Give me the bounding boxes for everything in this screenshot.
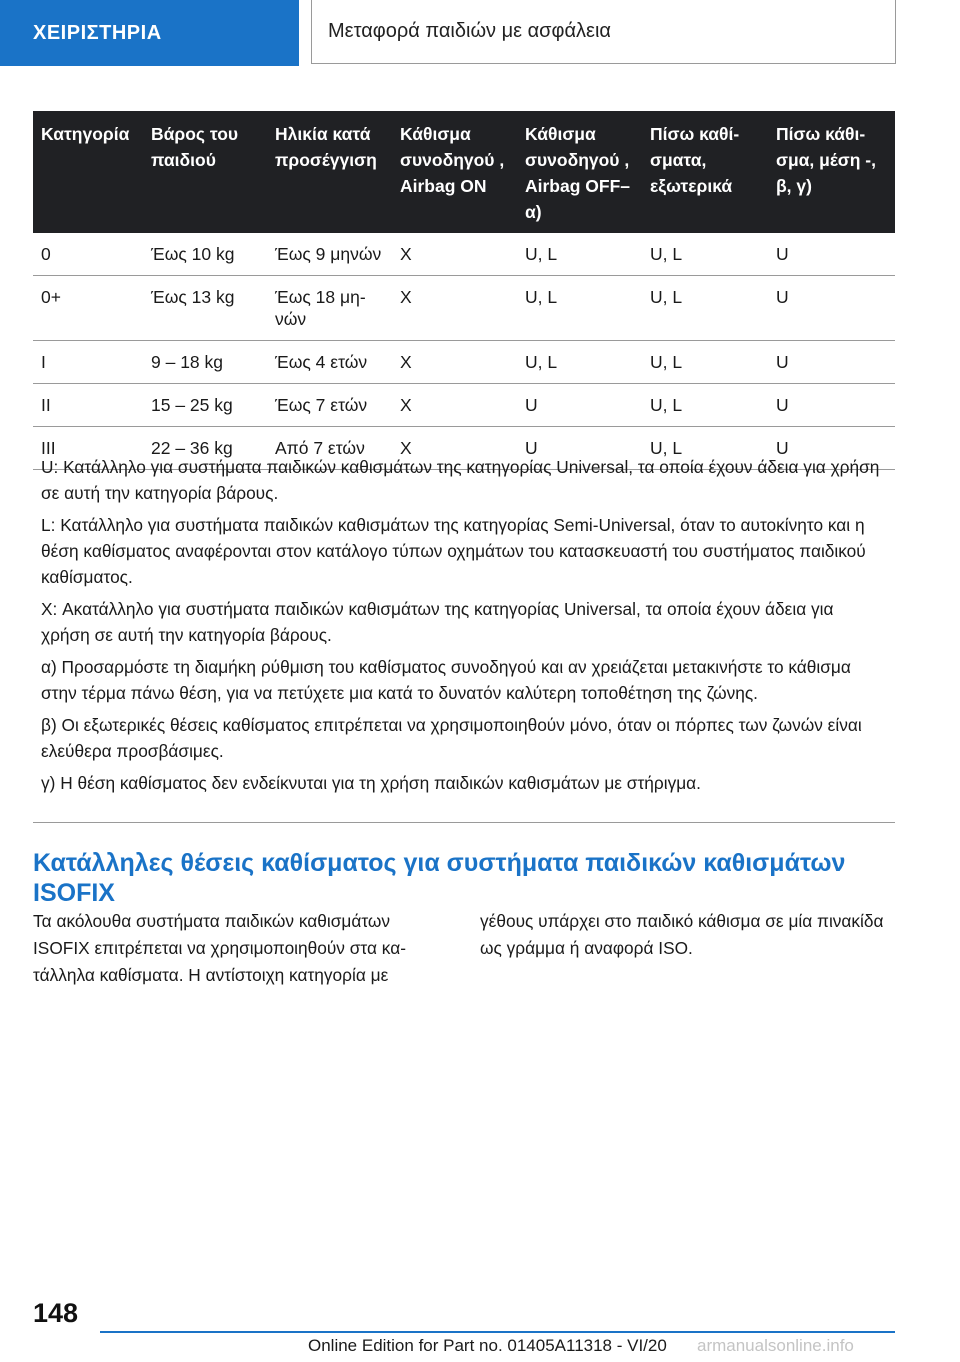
- table-cell: U: [517, 427, 642, 470]
- table-cell: Έως 13 kg: [143, 276, 267, 341]
- table-header-row: [33, 111, 895, 233]
- table-cell: I: [33, 341, 143, 384]
- edition-note: Online Edition for Part no. 01405A11318 - VI/20: [308, 1336, 667, 1355]
- section-heading: Κατάλληλες θέσεις καθίσματος για συστήματα παιδικών καθισμάτων ISOFIX: [33, 849, 846, 907]
- table-cell: II: [33, 384, 143, 427]
- table-cell: X: [392, 341, 517, 384]
- table-cell: U: [768, 384, 895, 427]
- chapter-title: Μεταφορά παιδιών με ασφάλεια: [311, 0, 896, 64]
- table-cell: U, L: [517, 276, 642, 341]
- note-gamma: γ) Η θέση καθίσματος δεν ενδείκνυται για τη χρήση παιδικών καθισμάτων με στήριγμα.: [41, 773, 701, 793]
- table-cell: Έως 7 ετών: [267, 384, 392, 427]
- column-header-rear-middle: Πίσω κάθισμα, μέση -, β, γ): [768, 111, 895, 233]
- table-row: [33, 341, 895, 384]
- table-cell: U: [768, 427, 895, 470]
- page-header: [0, 0, 960, 66]
- table-cell: X: [392, 233, 517, 276]
- body-text-right: γέθους υπάρχει στο παιδικό κάθισμα σε μία πινακίδα ως γράμμα ή αναφορά ISO.: [480, 911, 884, 958]
- table-cell: X: [392, 384, 517, 427]
- table-cell: U, L: [642, 341, 768, 384]
- table-cell: Έως 4 ετών: [267, 341, 392, 384]
- table-cell: Έως 18 μηνών: [267, 276, 392, 341]
- table-cell: X: [392, 427, 517, 470]
- note-alpha: α) Προσαρμόστε τη διαμήκη ρύθμιση του καθίσματος συνοδηγού και αν χρειάζεται μετακινήστε το κάθισμα στην τέρμα πάνω θέση, για να πετύχετε μια κατά το δυνατόν καλύτερη τοποθέτηση της ζώνης.: [41, 657, 851, 703]
- table-cell: X: [392, 276, 517, 341]
- table-cell: III: [33, 427, 143, 470]
- table-cell: U, L: [642, 233, 768, 276]
- column-header-age: Ηλικία κατά προσέγγιση: [267, 111, 392, 233]
- table-cell: U: [768, 233, 895, 276]
- table-cell: 0+: [33, 276, 143, 341]
- table-cell: 22 – 36 kg: [143, 427, 267, 470]
- table-cell: 9 – 18 kg: [143, 341, 267, 384]
- table-row: [33, 276, 895, 341]
- note-semi-universal: L: Κατάλληλο για συστήματα παιδικών καθισμάτων της κατηγορίας Semi-Universal, όταν το αυτοκίνητο και η θέση καθίσματος αναφέρονται στον κατάλογο τύπων οχημάτων του κατασκευαστή του συστήματος παιδικού καθίσματος.: [41, 515, 866, 587]
- table-cell: 15 – 25 kg: [143, 384, 267, 427]
- column-header-passenger-airbag-on: Κάθισμα συνοδηγού , Airbag ON: [392, 111, 517, 233]
- table-cell: U, L: [517, 341, 642, 384]
- table-row: [33, 384, 895, 427]
- column-header-weight: Βάρος του παιδιού: [143, 111, 267, 233]
- table-cell: U, L: [517, 233, 642, 276]
- table-cell: 0: [33, 233, 143, 276]
- note-beta: β) Οι εξωτερικές θέσεις καθίσματος επιτρέπεται να χρησιμοποιηθούν μόνο, όταν οι πόρπες των ζωνών είναι ελεύθερα προσβάσιμες.: [41, 715, 862, 761]
- column-header-passenger-airbag-off: Κάθισμα συνοδηγού , Airbag OFF– α): [517, 111, 642, 233]
- body-text-left: Τα ακόλουθα συστήματα παιδικών καθισμάτων ISOFIX επιτρέπεται να χρησιμοποιηθούν στα κατάλληλα καθίσματα. Η αντίστοιχη κατηγορία με: [33, 911, 406, 985]
- table-cell: U, L: [642, 384, 768, 427]
- column-header-rear-outer: Πίσω καθίσματα, εξωτερικά: [642, 111, 768, 233]
- table-cell: U, L: [642, 427, 768, 470]
- table-cell: U: [768, 276, 895, 341]
- watermark: armanualsonline.info: [697, 1336, 854, 1355]
- table-cell: Έως 9 μηνών: [267, 233, 392, 276]
- note-unsuitable: X: Ακατάλληλο για συστήματα παιδικών καθισμάτων της κατηγορίας Universal, τα οποία έχουν άδεια για χρήση σε αυτή την κατηγορία βάρους.: [41, 599, 834, 645]
- table-row: [33, 233, 895, 276]
- note-universal: U: Κατάλληλο για συστήματα παιδικών καθισμάτων της κατηγορίας Universal, τα οποία έχουν άδεια για χρήση σε αυτή την κατηγορία βάρους.: [41, 457, 880, 503]
- table-cell: U: [517, 384, 642, 427]
- table-cell: Από 7 ετών: [267, 427, 392, 470]
- table-cell: U: [768, 341, 895, 384]
- footer-rule: [100, 1331, 895, 1333]
- table-notes: [33, 452, 895, 823]
- column-header-category: Κατηγορία: [33, 111, 143, 233]
- section-tab: ΧΕΙΡΙΣΤΗΡΙΑ: [0, 0, 299, 66]
- table-cell: U, L: [642, 276, 768, 341]
- child-seat-table: [33, 111, 895, 470]
- page-number: 148: [33, 1298, 79, 1328]
- table-cell: Έως 10 kg: [143, 233, 267, 276]
